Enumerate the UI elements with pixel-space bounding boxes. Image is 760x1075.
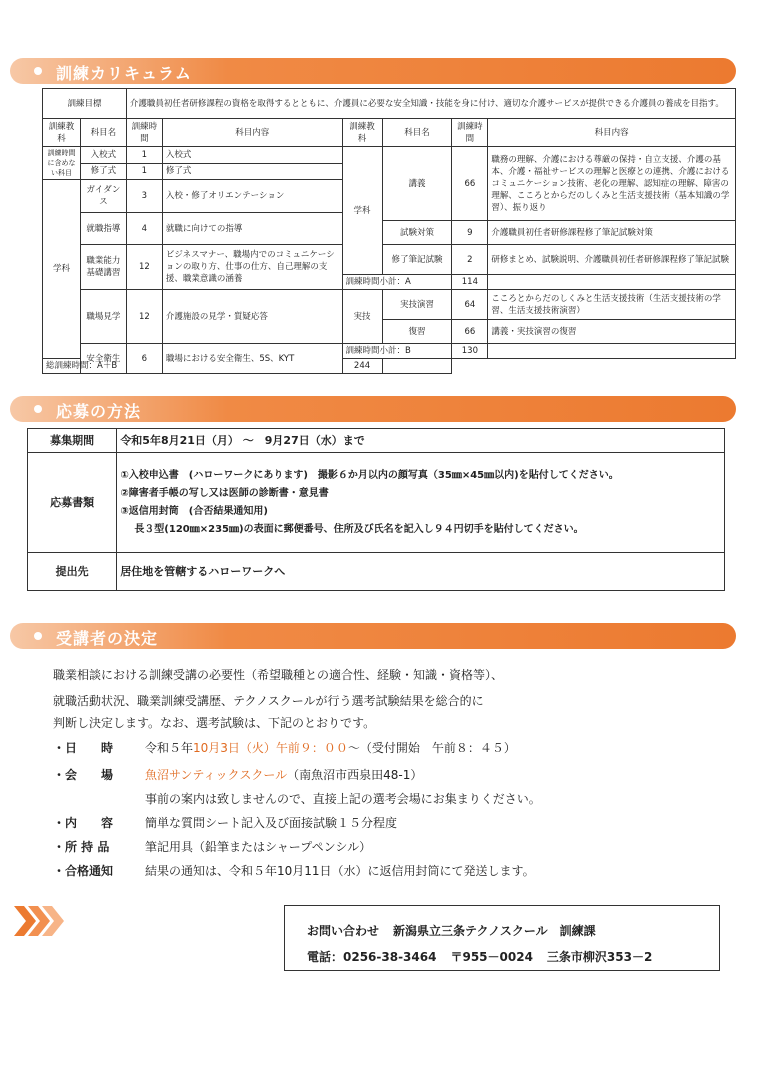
venue-note: 事前の案内は致しませんので、直接上記の選考会場にお集まりください。 xyxy=(145,792,541,806)
application-table xyxy=(27,428,725,591)
subject-name: 入校式 xyxy=(80,147,126,164)
subject-hours: 1 xyxy=(126,163,162,180)
header-content: 科目内容 xyxy=(488,119,736,147)
subject-content: 職場における安全衛生、5S、KYT xyxy=(162,344,342,374)
selection-date-row xyxy=(53,741,516,756)
items-value: 筆記用具（鉛筆またはシャープペンシル） xyxy=(145,840,372,854)
subject-content: 修了式 xyxy=(162,163,342,180)
curriculum-table xyxy=(42,88,736,374)
subject-hours: 6 xyxy=(126,344,162,374)
total-label: 総訓練時間：A＋B xyxy=(43,359,127,374)
subtotal-value: 114 xyxy=(452,275,488,290)
contact-box xyxy=(284,905,720,971)
date-highlight: 10月3日（火）午前９：００ xyxy=(193,741,348,755)
subject-hours: 9 xyxy=(452,221,488,245)
subject-content: 研修まとめ、試験説明、介護職員初任者研修課程修了筆記試験 xyxy=(488,245,736,275)
doc-item: ②障害者手帳の写し又は医師の診断書・意見書 xyxy=(120,487,329,499)
subject-content: 職務の理解、介護における尊厳の保持・自立支援、介護の基本、介護・福祉サービスの理解と医療との連携、介護におけるコミュニケーション技術、老化の理解、認知症の理解、障害の理解、こころとからだのしくみと生活支援技術（基本知識の学習）、振り返り xyxy=(488,147,736,221)
header-content: 科目内容 xyxy=(162,119,342,147)
goal-label: 訓練目標 xyxy=(43,89,127,119)
group-label: 訓練時間に含めない科目 xyxy=(43,147,81,180)
section-banner-application xyxy=(10,396,736,422)
content-label: ・内 容 xyxy=(53,816,114,830)
date-post: ～（受付開始 午前８：４５） xyxy=(347,741,516,755)
subject-content: 入校式 xyxy=(162,147,342,164)
subject-hours: 66 xyxy=(452,147,488,221)
selection-items-row xyxy=(53,840,371,855)
subject-hours: 2 xyxy=(452,245,488,275)
empty-cell xyxy=(488,344,736,359)
chevron-arrows-icon xyxy=(14,906,64,936)
subject-name: 試験対策 xyxy=(382,221,452,245)
subject-hours: 3 xyxy=(126,180,162,213)
empty-cell xyxy=(382,359,452,374)
items-label: ・所 持 品 xyxy=(53,840,110,854)
subtotal-value: 130 xyxy=(452,344,488,359)
section-banner-selection xyxy=(10,623,736,649)
subject-name: 講義 xyxy=(382,147,452,221)
selection-intro: 職業相談における訓練受講の必要性（希望職種との適合性、経験・知識・資格等）、 xyxy=(53,668,504,682)
submit-label: 提出先 xyxy=(28,553,117,591)
subject-name: 実技演習 xyxy=(382,290,452,320)
header-kyouka: 訓練教科 xyxy=(43,119,81,147)
subject-content: 講義・実技演習の復習 xyxy=(488,320,736,344)
date-pre: 令和５年 xyxy=(145,741,194,755)
contact-line xyxy=(307,922,596,939)
subject-hours: 4 xyxy=(126,213,162,245)
doc-detail: 長３型(120㎜×235㎜)の表面に郵便番号、住所及び氏名を記入し９４円切手を貼付してください。 xyxy=(134,523,584,535)
contact-address: 三条市柳沢353－2 xyxy=(546,950,653,964)
group-label: 実技 xyxy=(342,290,382,344)
period-value: 令和5年8月21日（月） ～ 9月27日（水）まで xyxy=(117,429,725,453)
section-title: 受講者の決定 xyxy=(56,629,159,648)
subject-content: 入校・修了オリエンテーション xyxy=(162,180,342,213)
contact-zip: 〒955－0024 xyxy=(450,950,533,964)
subject-name: 就職指導 xyxy=(80,213,126,245)
selection-content-row xyxy=(53,816,397,831)
contact-org: 新潟県立三条テクノスクール 訓練課 xyxy=(393,924,596,938)
docs-label: 応募書類 xyxy=(28,453,117,553)
section-banner-curriculum xyxy=(10,58,736,84)
empty-cell xyxy=(488,275,736,290)
header-subject: 科目名 xyxy=(382,119,452,147)
contact-label: お問い合わせ xyxy=(307,924,380,938)
subject-content: 就職に向けての指導 xyxy=(162,213,342,245)
subject-content: 介護施設の見学・質疑応答 xyxy=(162,290,342,344)
selection-venue-row xyxy=(53,768,422,783)
subtotal-label: 訓練時間小計：A xyxy=(342,275,452,290)
group-label: 学科 xyxy=(43,180,81,359)
subject-name: 復習 xyxy=(382,320,452,344)
subject-name: 職場見学 xyxy=(80,290,126,344)
notice-label: ・合格通知 xyxy=(53,864,114,878)
bullet-dot-icon xyxy=(34,67,42,75)
goal-text: 介護職員初任者研修課程の資格を取得するとともに、介護員に必要な安全知識・技能を身に付け、適切な介護サービスが提供できる介護員の養成を目指す。 xyxy=(126,89,735,119)
contact-tel: 電話：0256-38-3464 xyxy=(307,950,437,964)
selection-intro: 判断し決定します。なお、選考試験は、下記のとおりです。 xyxy=(53,716,376,730)
selection-intro: 就職活動状況、職業訓練受講歴、テクノスクールが行う選考試験結果を総合的に xyxy=(53,694,484,708)
subject-hours: 64 xyxy=(452,290,488,320)
section-title: 応募の方法 xyxy=(56,402,142,421)
venue-label: ・会 場 xyxy=(53,768,114,782)
subject-name: ガイダンス xyxy=(80,180,126,213)
subject-name: 安全衛生 xyxy=(80,344,126,374)
submit-value: 居住地を管轄するハローワークへ xyxy=(117,553,725,591)
subject-hours: 1 xyxy=(126,147,162,164)
header-hours: 訓練時間 xyxy=(452,119,488,147)
section-title: 訓練カリキュラム xyxy=(56,64,192,83)
date-label: ・日 時 xyxy=(53,741,114,755)
venue-address: （南魚沼市西泉田48-1） xyxy=(287,768,423,782)
subject-hours: 12 xyxy=(126,245,162,290)
subject-content: 介護職員初任者研修課程修了筆記試験対策 xyxy=(488,221,736,245)
subtotal-label: 訓練時間小計：B xyxy=(342,344,452,359)
bullet-dot-icon xyxy=(34,405,42,413)
bullet-dot-icon xyxy=(34,632,42,640)
notice-value: 結果の通知は、令和５年10月11日（水）に返信用封筒にて発送します。 xyxy=(145,864,535,878)
total-value: 244 xyxy=(342,359,382,374)
group-label: 学科 xyxy=(342,147,382,275)
venue-highlight: 魚沼サンティックスクール xyxy=(145,768,288,782)
period-label: 募集期間 xyxy=(28,429,117,453)
subject-hours: 12 xyxy=(126,290,162,344)
subject-hours: 66 xyxy=(452,320,488,344)
doc-item: ③返信用封筒 (合否結果通知用) xyxy=(120,505,268,517)
header-kyouka: 訓練教科 xyxy=(342,119,382,147)
contact-line xyxy=(307,948,652,965)
header-subject: 科目名 xyxy=(80,119,126,147)
subject-name: 職業能力基礎講習 xyxy=(80,245,126,290)
subject-name: 修了式 xyxy=(80,163,126,180)
subject-name: 修了筆記試験 xyxy=(382,245,452,275)
doc-item: ①入校申込書 (ハローワークにあります) 撮影６か月以内の顔写真（35㎜×45㎜以内)を貼付してください。 xyxy=(120,469,619,481)
content-value: 簡単な質問シート記入及び面接試験１５分程度 xyxy=(145,816,398,830)
header-hours: 訓練時間 xyxy=(126,119,162,147)
selection-notice-row xyxy=(53,864,535,879)
subject-content: こころとからだのしくみと生活支援技術（生活支援技術の学習、生活支援技術演習） xyxy=(488,290,736,320)
subject-content: ビジネスマナー、職場内でのコミュニケーションの取り方、仕事の仕方、自己理解の支援、職業意識の涵養 xyxy=(162,245,342,290)
